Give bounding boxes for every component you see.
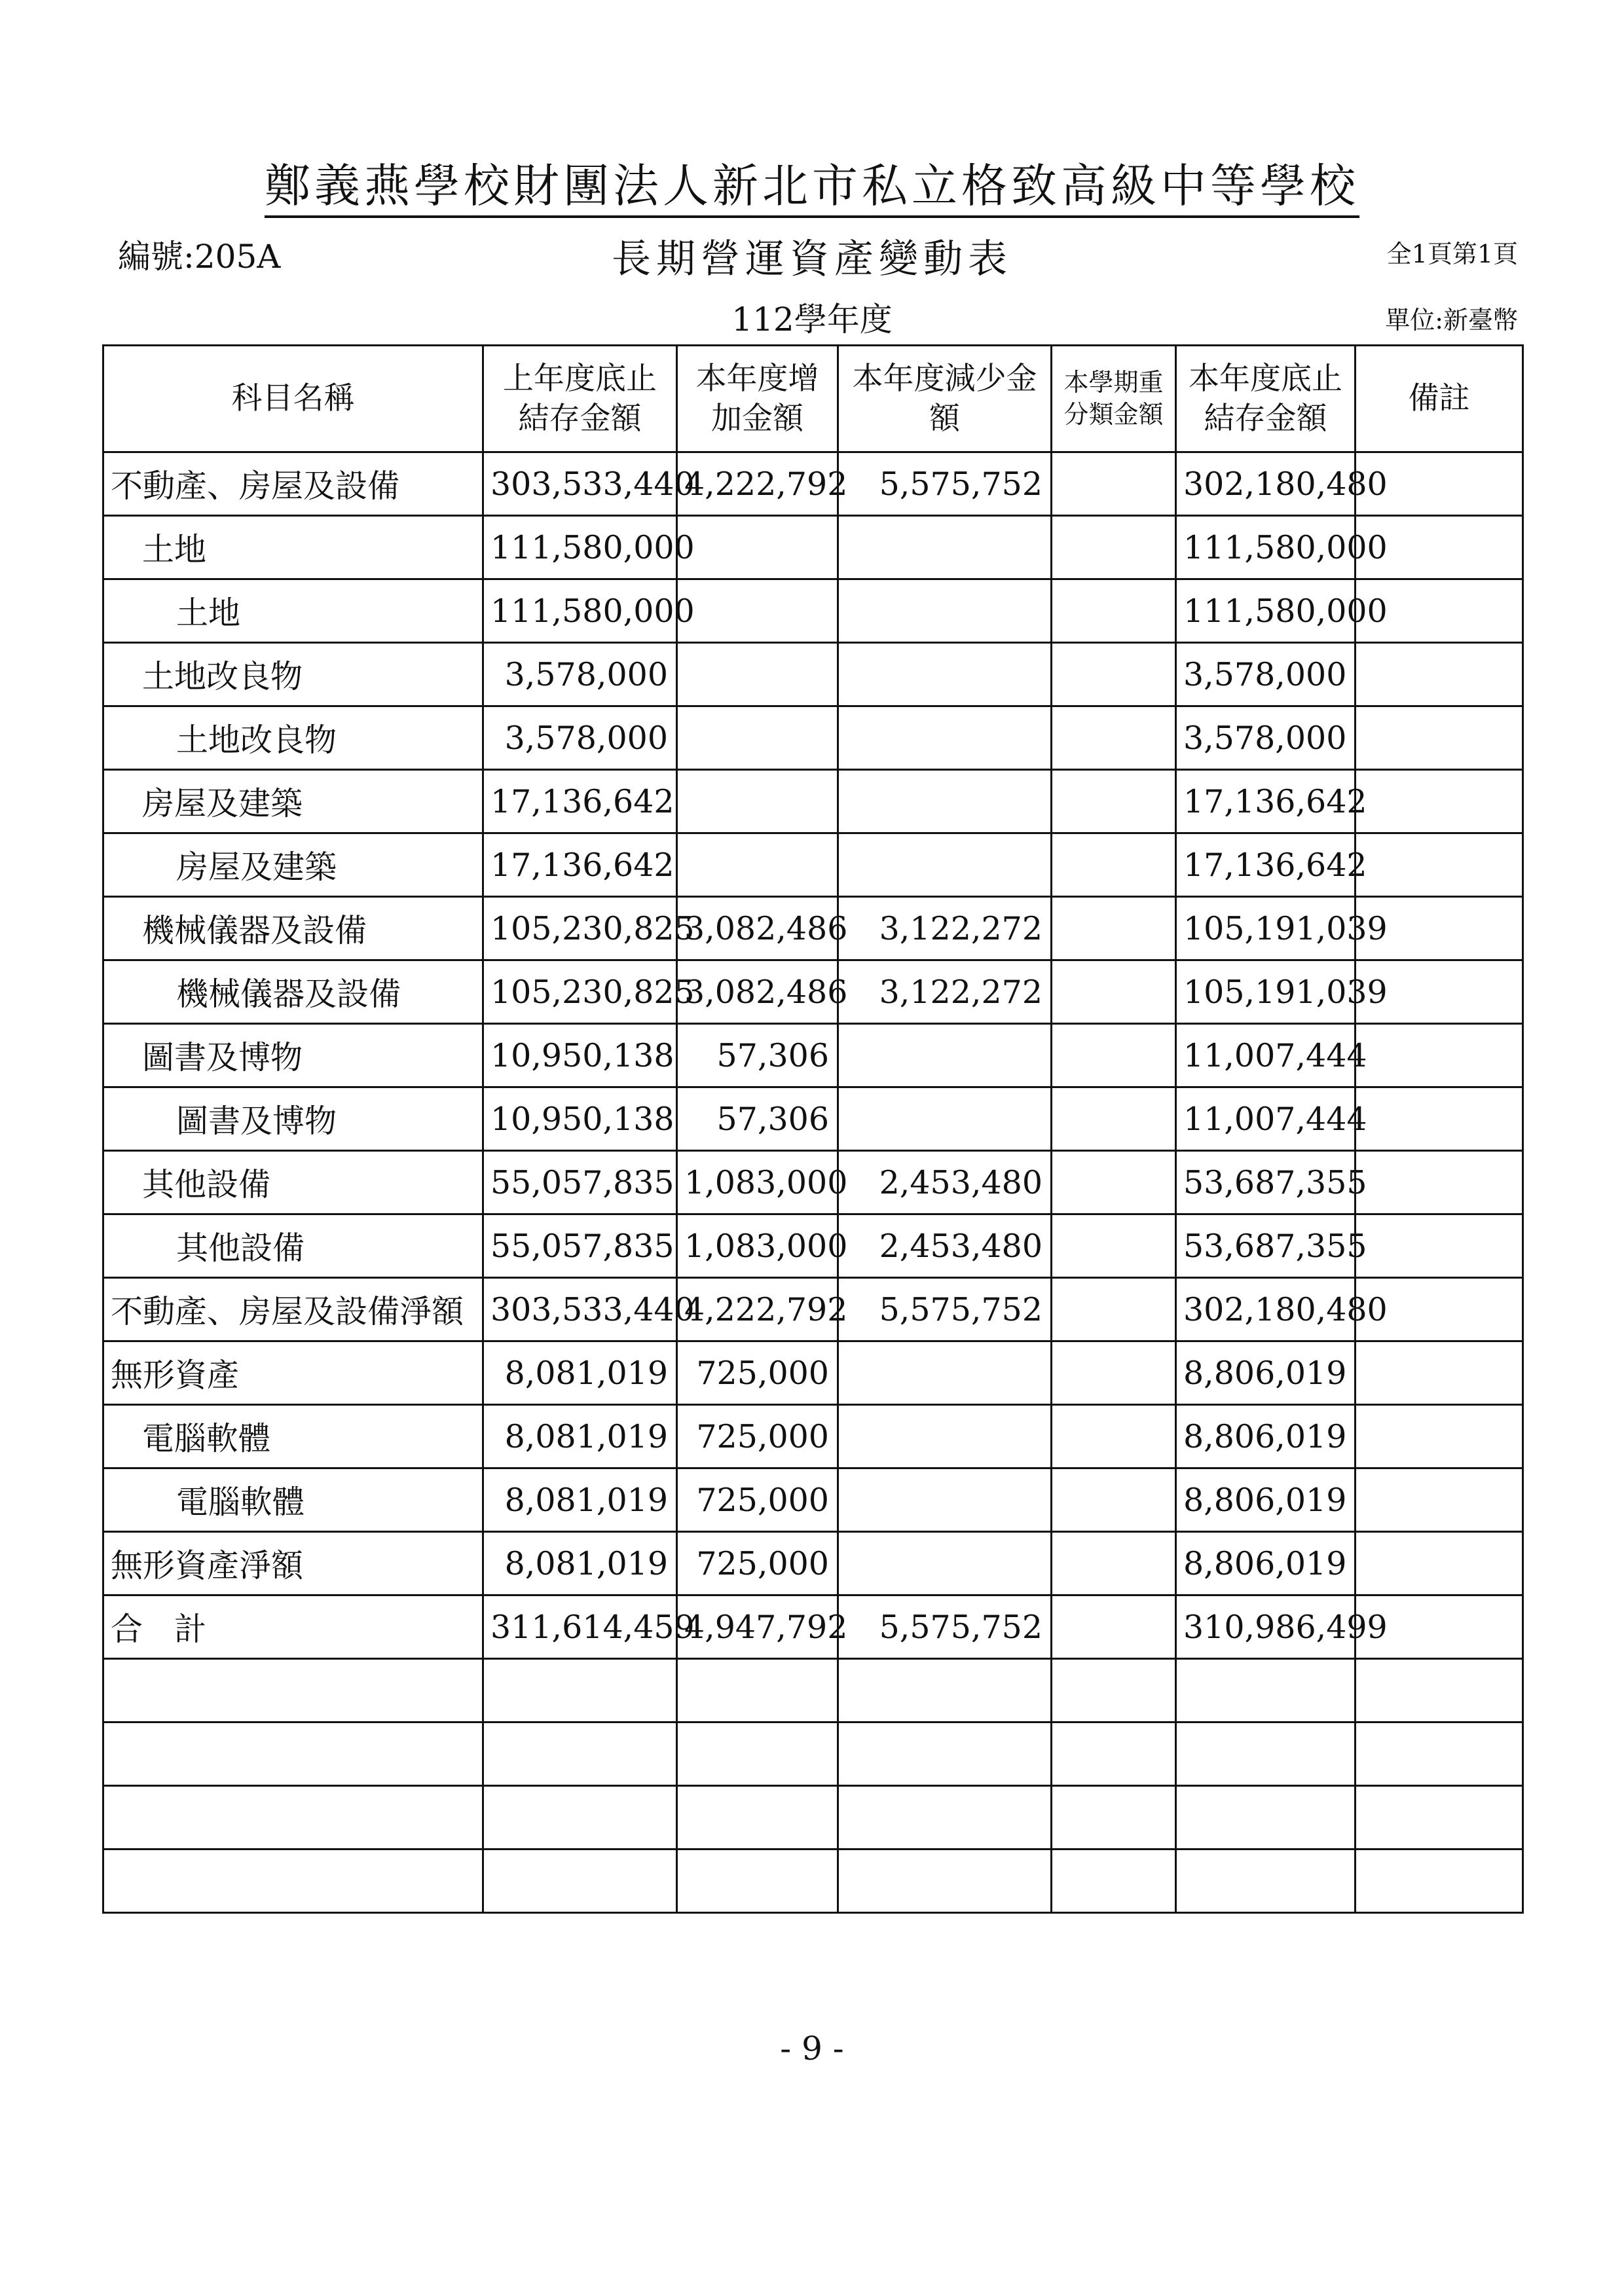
prev-cell: 303,533,440 — [483, 1278, 677, 1341]
table-row — [103, 1595, 1523, 1659]
prev-cell: 303,533,440 — [483, 452, 677, 516]
inc-cell: 57,306 — [677, 1024, 838, 1087]
note-cell — [1356, 1532, 1523, 1595]
dec-cell: 5,575,752 — [838, 452, 1052, 516]
dec-cell — [838, 516, 1052, 579]
table-row — [103, 706, 1523, 770]
dec-cell — [838, 706, 1052, 770]
table-row — [103, 1024, 1523, 1087]
col-header-reclass: 本學期重分類金額 — [1052, 346, 1176, 452]
reclass-cell — [1052, 1151, 1176, 1214]
end-cell: 3,578,000 — [1176, 643, 1356, 706]
blank-cell — [838, 1786, 1052, 1850]
dec-cell: 5,575,752 — [838, 1278, 1052, 1341]
prev-cell: 17,136,642 — [483, 770, 677, 833]
end-cell: 111,580,000 — [1176, 516, 1356, 579]
col-header-account: 科目名稱 — [103, 346, 483, 452]
table-row — [103, 1405, 1523, 1468]
end-cell: 8,806,019 — [1176, 1468, 1356, 1532]
table-row — [103, 643, 1523, 706]
inc-cell: 3,082,486 — [677, 960, 838, 1024]
table-row — [103, 770, 1523, 833]
table-row — [103, 897, 1523, 960]
dec-cell: 3,122,272 — [838, 897, 1052, 960]
inc-cell — [677, 833, 838, 897]
account-name-cell: 土地改良物 — [103, 706, 483, 770]
note-cell — [1356, 770, 1523, 833]
blank-cell — [677, 1659, 838, 1722]
account-name-cell: 房屋及建築 — [103, 770, 483, 833]
dec-cell: 5,575,752 — [838, 1595, 1052, 1659]
inc-cell: 4,947,792 — [677, 1595, 838, 1659]
table-row — [103, 516, 1523, 579]
table-body — [103, 452, 1523, 1913]
account-name-cell: 其他設備 — [103, 1151, 483, 1214]
dec-cell — [838, 770, 1052, 833]
inc-cell: 1,083,000 — [677, 1214, 838, 1278]
blank-cell — [483, 1850, 677, 1913]
blank-cell — [677, 1850, 838, 1913]
prev-cell: 55,057,835 — [483, 1214, 677, 1278]
account-name-cell: 合計 — [103, 1595, 483, 1659]
blank-cell — [1176, 1722, 1356, 1786]
page-info: 全1頁第1頁 — [1386, 240, 1518, 268]
note-cell — [1356, 706, 1523, 770]
prev-cell: 17,136,642 — [483, 833, 677, 897]
table-row — [103, 1532, 1523, 1595]
table-header-row — [103, 346, 1523, 452]
dec-cell: 2,453,480 — [838, 1214, 1052, 1278]
reclass-cell — [1052, 452, 1176, 516]
blank-cell — [1356, 1659, 1523, 1722]
blank-cell — [483, 1722, 677, 1786]
dec-cell — [838, 1468, 1052, 1532]
note-cell — [1356, 833, 1523, 897]
blank-cell — [483, 1659, 677, 1722]
note-cell — [1356, 1214, 1523, 1278]
inc-cell: 725,000 — [677, 1405, 838, 1468]
reclass-cell — [1052, 1532, 1176, 1595]
org-title: 鄭義燕學校財團法人新北市私立格致高級中等學校 — [0, 149, 1624, 215]
end-cell: 53,687,355 — [1176, 1214, 1356, 1278]
end-cell: 3,578,000 — [1176, 706, 1356, 770]
blank-row — [103, 1786, 1523, 1850]
account-name-cell: 不動產、房屋及設備 — [103, 452, 483, 516]
reclass-cell — [1052, 643, 1176, 706]
reclass-cell — [1052, 897, 1176, 960]
blank-cell — [103, 1786, 483, 1850]
end-cell: 105,191,039 — [1176, 960, 1356, 1024]
table-row — [103, 452, 1523, 516]
reclass-cell — [1052, 770, 1176, 833]
end-cell: 8,806,019 — [1176, 1532, 1356, 1595]
inc-cell: 725,000 — [677, 1341, 838, 1405]
reclass-cell — [1052, 1595, 1176, 1659]
dec-cell — [838, 579, 1052, 643]
inc-cell: 3,082,486 — [677, 897, 838, 960]
table-row — [103, 1151, 1523, 1214]
reclass-cell — [1052, 1024, 1176, 1087]
account-name-cell: 電腦軟體 — [103, 1468, 483, 1532]
reclass-cell — [1052, 1341, 1176, 1405]
blank-row — [103, 1659, 1523, 1722]
dec-cell: 2,453,480 — [838, 1151, 1052, 1214]
table-row — [103, 1468, 1523, 1532]
reclass-cell — [1052, 833, 1176, 897]
reclass-cell — [1052, 706, 1176, 770]
dec-cell — [838, 1087, 1052, 1151]
page-number: - 9 - — [780, 2030, 844, 2068]
account-name-cell: 無形資產 — [103, 1341, 483, 1405]
blank-cell — [1356, 1722, 1523, 1786]
account-name-cell: 無形資產淨額 — [103, 1532, 483, 1595]
account-name-cell: 電腦軟體 — [103, 1405, 483, 1468]
prev-cell: 105,230,825 — [483, 897, 677, 960]
end-cell: 8,806,019 — [1176, 1405, 1356, 1468]
reclass-cell — [1052, 516, 1176, 579]
prev-cell: 8,081,019 — [483, 1405, 677, 1468]
account-name-cell: 其他設備 — [103, 1214, 483, 1278]
table-row — [103, 960, 1523, 1024]
reclass-cell — [1052, 1087, 1176, 1151]
account-name-cell: 房屋及建築 — [103, 833, 483, 897]
blank-cell — [103, 1850, 483, 1913]
inc-cell: 725,000 — [677, 1532, 838, 1595]
dec-cell — [838, 833, 1052, 897]
dec-cell: 3,122,272 — [838, 960, 1052, 1024]
prev-cell: 8,081,019 — [483, 1341, 677, 1405]
blank-cell — [483, 1786, 677, 1850]
note-cell — [1356, 1087, 1523, 1151]
note-cell — [1356, 1341, 1523, 1405]
end-cell: 17,136,642 — [1176, 833, 1356, 897]
col-header-increase: 本年度增加金額 — [677, 346, 838, 452]
inc-cell — [677, 706, 838, 770]
end-cell: 111,580,000 — [1176, 579, 1356, 643]
prev-cell: 8,081,019 — [483, 1532, 677, 1595]
blank-cell — [1176, 1659, 1356, 1722]
end-cell: 302,180,480 — [1176, 1278, 1356, 1341]
prev-cell: 55,057,835 — [483, 1151, 677, 1214]
inc-cell — [677, 770, 838, 833]
table-row — [103, 579, 1523, 643]
inc-cell — [677, 643, 838, 706]
blank-cell — [1176, 1786, 1356, 1850]
note-cell — [1356, 1151, 1523, 1214]
reclass-cell — [1052, 1278, 1176, 1341]
inc-cell: 57,306 — [677, 1087, 838, 1151]
end-cell: 11,007,444 — [1176, 1024, 1356, 1087]
note-cell — [1356, 1405, 1523, 1468]
prev-cell: 105,230,825 — [483, 960, 677, 1024]
reclass-cell — [1052, 1405, 1176, 1468]
blank-cell — [677, 1786, 838, 1850]
dec-cell — [838, 643, 1052, 706]
blank-cell — [1356, 1850, 1523, 1913]
inc-cell — [677, 579, 838, 643]
reclass-cell — [1052, 1468, 1176, 1532]
blank-row — [103, 1722, 1523, 1786]
account-name-cell: 機械儀器及設備 — [103, 897, 483, 960]
account-name-cell: 土地 — [103, 579, 483, 643]
blank-cell — [838, 1659, 1052, 1722]
prev-cell: 3,578,000 — [483, 643, 677, 706]
col-header-end-balance: 本年度底止結存金額 — [1176, 346, 1356, 452]
col-header-decrease: 本年度減少金額 — [838, 346, 1052, 452]
end-cell: 105,191,039 — [1176, 897, 1356, 960]
prev-cell: 10,950,138 — [483, 1087, 677, 1151]
inc-cell — [677, 516, 838, 579]
dec-cell — [838, 1341, 1052, 1405]
table-row — [103, 1278, 1523, 1341]
prev-cell: 8,081,019 — [483, 1468, 677, 1532]
blank-row — [103, 1850, 1523, 1913]
account-name-cell: 圖書及博物 — [103, 1024, 483, 1087]
prev-cell: 3,578,000 — [483, 706, 677, 770]
reclass-cell — [1052, 960, 1176, 1024]
dec-cell — [838, 1405, 1052, 1468]
blank-cell — [838, 1850, 1052, 1913]
prev-cell: 311,614,459 — [483, 1595, 677, 1659]
blank-cell — [677, 1722, 838, 1786]
account-name-cell: 土地改良物 — [103, 643, 483, 706]
dec-cell — [838, 1024, 1052, 1087]
report-title: 長期營運資產變動表 — [612, 236, 1012, 282]
inc-cell: 1,083,000 — [677, 1151, 838, 1214]
doc-number: 編號:205A — [118, 238, 281, 276]
prev-cell: 10,950,138 — [483, 1024, 677, 1087]
note-cell — [1356, 1468, 1523, 1532]
note-cell — [1356, 643, 1523, 706]
fiscal-year: 112學年度 — [731, 301, 893, 338]
blank-cell — [838, 1722, 1052, 1786]
blank-cell — [103, 1659, 483, 1722]
blank-cell — [1176, 1850, 1356, 1913]
inc-cell: 725,000 — [677, 1468, 838, 1532]
blank-cell — [1052, 1722, 1176, 1786]
account-name-cell: 圖書及博物 — [103, 1087, 483, 1151]
end-cell: 302,180,480 — [1176, 452, 1356, 516]
blank-cell — [1052, 1659, 1176, 1722]
inc-cell: 4,222,792 — [677, 1278, 838, 1341]
table-row — [103, 1214, 1523, 1278]
blank-cell — [1052, 1850, 1176, 1913]
account-name-cell: 機械儀器及設備 — [103, 960, 483, 1024]
asset-change-table — [102, 344, 1524, 1914]
dec-cell — [838, 1532, 1052, 1595]
account-name-cell: 土地 — [103, 516, 483, 579]
end-cell: 53,687,355 — [1176, 1151, 1356, 1214]
col-header-note: 備註 — [1356, 346, 1523, 452]
blank-cell — [1052, 1786, 1176, 1850]
reclass-cell — [1052, 1214, 1176, 1278]
end-cell: 11,007,444 — [1176, 1087, 1356, 1151]
prev-cell: 111,580,000 — [483, 579, 677, 643]
note-cell — [1356, 1024, 1523, 1087]
blank-cell — [1356, 1786, 1523, 1850]
prev-cell: 111,580,000 — [483, 516, 677, 579]
reclass-cell — [1052, 579, 1176, 643]
account-name-cell: 不動產、房屋及設備淨額 — [103, 1278, 483, 1341]
end-cell: 17,136,642 — [1176, 770, 1356, 833]
col-header-prev-balance: 上年度底止結存金額 — [483, 346, 677, 452]
table-row — [103, 1087, 1523, 1151]
table-row — [103, 833, 1523, 897]
end-cell: 8,806,019 — [1176, 1341, 1356, 1405]
currency-unit: 單位:新臺幣 — [1385, 306, 1518, 335]
end-cell: 310,986,499 — [1176, 1595, 1356, 1659]
blank-cell — [103, 1722, 483, 1786]
table-row — [103, 1341, 1523, 1405]
inc-cell: 4,222,792 — [677, 452, 838, 516]
